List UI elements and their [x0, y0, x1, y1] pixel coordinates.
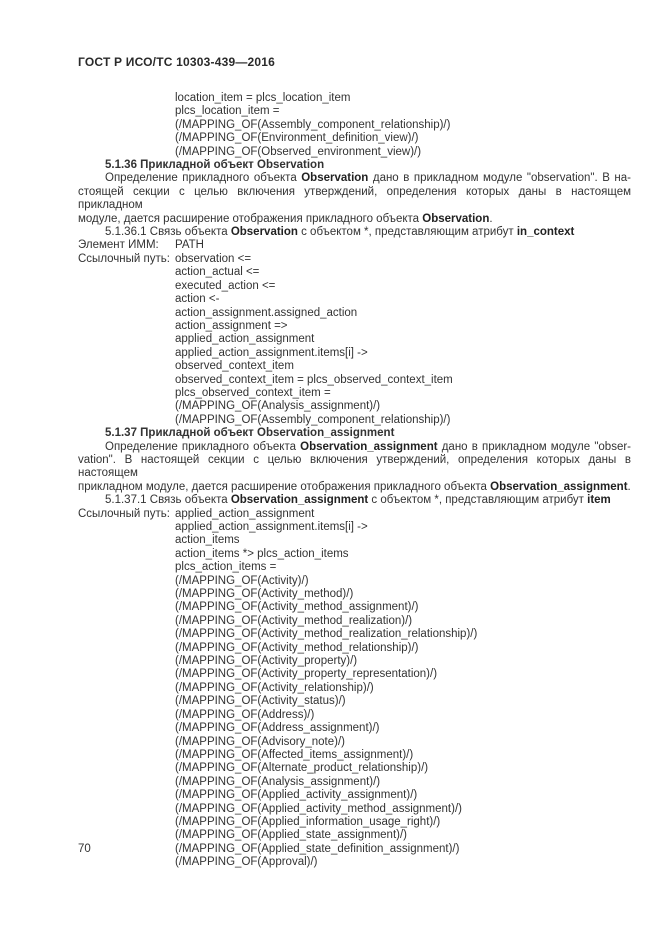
reference-path-list-5-1-36-1 [78, 266, 631, 427]
imm-element-value: PATH [175, 239, 204, 252]
path-line: plcs_observed_context_item = [175, 386, 331, 399]
path-line: observed_context_item = plcs_observed_context_item [175, 373, 453, 386]
path-line: (/MAPPING_OF(Observed_environment_view)/) [175, 145, 422, 158]
path-line: action_items *> plcs_action_items [175, 547, 349, 560]
paragraph-line: прикладном модуле, дается расширение отображения прикладного объекта Observation_assignment. [78, 480, 631, 493]
path-line: (/MAPPING_OF(Activity_status)/) [175, 695, 346, 708]
reference-path-first-line: observation <= [175, 252, 252, 265]
path-line: (/MAPPING_OF(Address)/) [175, 708, 315, 721]
section-5-1-36-paragraph [78, 172, 631, 226]
path-line: observed_context_item [175, 360, 294, 373]
page-body [78, 92, 631, 870]
reference-path-row [78, 508, 631, 521]
page-number: 70 [78, 843, 91, 855]
page-header-title: ГОСТ Р ИСО/ТС 10303-439—2016 [78, 55, 276, 69]
path-line: (/MAPPING_OF(Activity_property_representation)/) [175, 668, 438, 681]
paragraph-line: vation". В настоящей секции с целью включения утверждений, определения которых даны в настоящем [78, 453, 631, 480]
path-line: (/MAPPING_OF(Advisory_note)/) [175, 735, 345, 748]
paragraph-line: Определение прикладного объекта Observation_assignment дано в прикладном модуле "obser- [105, 440, 631, 453]
continued-reference-path-list [78, 92, 631, 159]
path-line: action_items [175, 534, 240, 547]
path-line: action <- [175, 293, 220, 306]
path-line: (/MAPPING_OF(Applied_activity_assignment)/) [175, 789, 418, 802]
imm-element-row [78, 239, 631, 252]
path-line: (/MAPPING_OF(Activity_method_realization)/) [175, 614, 413, 627]
path-line: (/MAPPING_OF(Analysis_assignment)/) [175, 775, 381, 788]
section-5-1-37-paragraph [78, 441, 631, 495]
paragraph-line: стоящей секции с целью включения утверждений, определения которых даны в настоящем прикладном [78, 185, 631, 212]
path-line: (/MAPPING_OF(Affected_items_assignment)/) [175, 748, 414, 761]
imm-element-label: Элемент ИММ: [78, 239, 159, 252]
path-line: location_item = plcs_location_item [175, 92, 351, 104]
path-line: (/MAPPING_OF(Analysis_assignment)/) [175, 400, 381, 413]
path-line: (/MAPPING_OF(Activity_method)/) [175, 588, 354, 601]
path-line: (/MAPPING_OF(Activity_method_realization_relationship)/) [175, 628, 478, 641]
paragraph-line: Определение прикладного объекта Observation дано в прикладном модуле "observation". В на- [105, 172, 631, 185]
subsection-heading-5-1-36-1: 5.1.36.1 Связь объекта Observation с объектом *, представляющим атрибут in_context [105, 226, 575, 239]
path-line: (/MAPPING_OF(Applied_activity_method_assignment)/) [175, 802, 462, 815]
path-line: plcs_action_items = [175, 561, 277, 574]
path-line: applied_action_assignment [175, 333, 315, 346]
subsection-heading-5-1-37-1: 5.1.37.1 Связь объекта Observation_assignment с объектом *, представляющим атрибут item [105, 494, 611, 507]
path-line: plcs_location_item = [175, 105, 280, 118]
section-heading-5-1-37: 5.1.37 Прикладной объект Observation_assignment [105, 427, 395, 440]
path-line: (/MAPPING_OF(Assembly_component_relationship)/) [175, 413, 451, 426]
reference-path-first-line: applied_action_assignment [175, 507, 315, 520]
paragraph-line: модуле, дается расширение отображения прикладного объекта Observation. [78, 212, 493, 225]
reference-path-list-5-1-37-1 [78, 521, 631, 870]
path-line: action_actual <= [175, 266, 260, 279]
path-line: (/MAPPING_OF(Address_assignment)/) [175, 722, 380, 735]
path-line: (/MAPPING_OF(Environment_definition_view)/) [175, 132, 419, 145]
path-line: applied_action_assignment.items[i] -> [175, 346, 368, 359]
path-line: (/MAPPING_OF(Approval)/) [175, 856, 318, 869]
path-line: applied_action_assignment.items[i] -> [175, 521, 368, 533]
path-line: executed_action <= [175, 279, 276, 292]
path-line: (/MAPPING_OF(Activity_relationship)/) [175, 681, 374, 694]
reference-path-label: Ссылочный путь: [78, 507, 170, 520]
path-line: (/MAPPING_OF(Activity_property)/) [175, 655, 358, 668]
path-line: (/MAPPING_OF(Activity)/) [175, 574, 309, 587]
path-line: action_assignment.assigned_action [175, 306, 358, 319]
reference-path-row [78, 253, 631, 266]
path-line: (/MAPPING_OF(Activity_method_relationship)/) [175, 641, 419, 654]
path-line: (/MAPPING_OF(Applied_state_assignment)/) [175, 829, 408, 842]
path-line: (/MAPPING_OF(Alternate_product_relationship)/) [175, 762, 429, 775]
reference-path-label: Ссылочный путь: [78, 252, 170, 265]
path-line: action_assignment => [175, 319, 288, 332]
path-line: (/MAPPING_OF(Activity_method_assignment)/) [175, 601, 419, 614]
path-line: (/MAPPING_OF(Applied_state_definition_assignment)/) [175, 842, 460, 855]
path-line: (/MAPPING_OF(Assembly_component_relationship)/) [175, 118, 451, 131]
path-line: (/MAPPING_OF(Applied_information_usage_right)/) [175, 815, 441, 828]
section-heading-5-1-36: 5.1.36 Прикладной объект Observation [105, 159, 325, 172]
